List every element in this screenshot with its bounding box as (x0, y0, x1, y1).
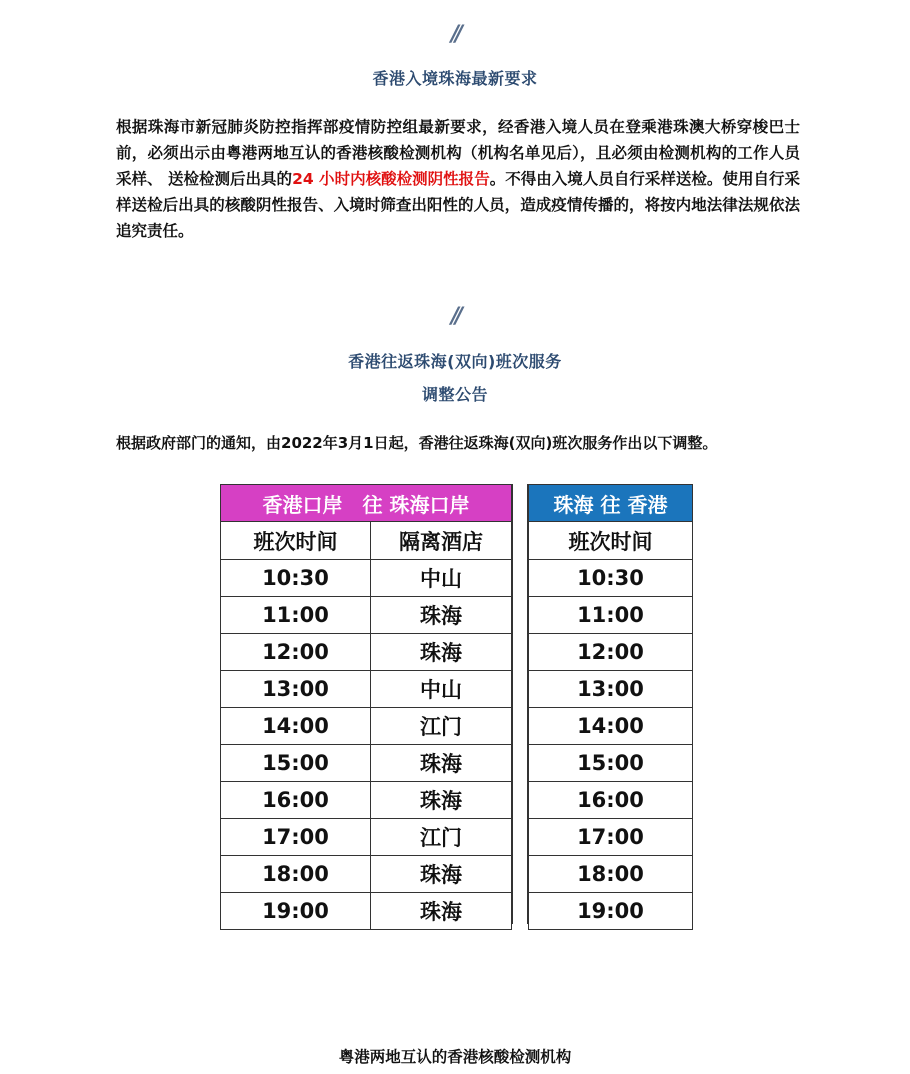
table-row (529, 819, 693, 856)
departure-time: 16:00 (529, 782, 693, 819)
table-row (221, 597, 512, 634)
table-row (221, 708, 512, 745)
paragraph-text-part2: 。不得由入境人员自行采样送检。使用自行采样送检后出具的核酸阴性报告、入境时筛查出阳性的人员，造成疫情传播的，将按内地法律法规依法追究责任。 (116, 170, 800, 240)
quarantine-hotel: 中山 (371, 560, 512, 597)
table-row (529, 597, 693, 634)
column-header-departure-time: 班次时间 (221, 522, 371, 560)
departure-time: 14:00 (529, 708, 693, 745)
table-row (221, 745, 512, 782)
table-row (221, 782, 512, 819)
table-row (221, 856, 512, 893)
departure-time: 12:00 (529, 634, 693, 671)
departure-time: 12:00 (221, 634, 371, 671)
section-title-line2: 调整公告 (421, 385, 488, 404)
highlight-24h-negative-report: 24 小时内核酸检测阴性报告 (292, 170, 490, 188)
quarantine-hotel: 珠海 (371, 597, 512, 634)
table-row (529, 708, 693, 745)
quarantine-hotel: 珠海 (371, 782, 512, 819)
quarantine-hotel: 珠海 (371, 893, 512, 930)
paragraph-text-part1: 根据珠海市新冠肺炎防控指挥部疫情防控组最新要求，经香港入境人员在登乘港珠澳大桥穿梭巴士前，必须出示由粤港两地互认的香港核酸检测机构（机构名单见后），且必须由检测机构的工作人员采样、 送检检测后出具的 (116, 118, 800, 188)
table-row (221, 671, 512, 708)
table-row (529, 856, 693, 893)
departure-time: 19:00 (221, 893, 371, 930)
departure-time: 15:00 (221, 745, 371, 782)
departure-time: 19:00 (529, 893, 693, 930)
table-row (529, 560, 693, 597)
section-title-line1: 香港往返珠海(双向)班次服务 (348, 352, 562, 371)
table-row (529, 745, 693, 782)
departure-time: 10:30 (529, 560, 693, 597)
quarantine-hotel: 江门 (371, 819, 512, 856)
quarantine-hotel: 珠海 (371, 634, 512, 671)
schedule-table-hk-to-zhuhai (220, 484, 512, 930)
section-divider-mark: // (450, 304, 460, 329)
testing-institutions-title: 粤港两地互认的香港核酸检测机构 (338, 1048, 572, 1066)
table-row (221, 893, 512, 930)
schedule-intro-text: 根据政府部门的通知，由2022年3月1日起，香港往返珠海(双向)班次服务作出以下调整。 (116, 434, 718, 452)
departure-time: 11:00 (221, 597, 371, 634)
departure-time: 17:00 (529, 819, 693, 856)
table-row (529, 634, 693, 671)
departure-time: 18:00 (221, 856, 371, 893)
table-separator (512, 484, 528, 924)
table-row (529, 782, 693, 819)
table-band-hk-to-zhuhai: 香港口岸 往 珠海口岸 (221, 485, 512, 522)
departure-time: 10:30 (221, 560, 371, 597)
section-title-entry-requirements: 香港入境珠海最新要求 (372, 69, 538, 88)
table-band-zhuhai-to-hk: 珠海 往 香港 (529, 485, 693, 522)
section-divider-mark: // (450, 22, 460, 47)
departure-time: 15:00 (529, 745, 693, 782)
quarantine-hotel: 珠海 (371, 745, 512, 782)
departure-time: 18:00 (529, 856, 693, 893)
quarantine-hotel: 中山 (371, 671, 512, 708)
column-header-quarantine-hotel: 隔离酒店 (371, 522, 512, 560)
table-row (529, 893, 693, 930)
quarantine-hotel: 珠海 (371, 856, 512, 893)
departure-time: 13:00 (221, 671, 371, 708)
departure-time: 14:00 (221, 708, 371, 745)
departure-time: 17:00 (221, 819, 371, 856)
schedule-table-zhuhai-to-hk (528, 484, 693, 930)
departure-time: 11:00 (529, 597, 693, 634)
table-row (529, 671, 693, 708)
table-row (221, 634, 512, 671)
entry-requirements-paragraph (116, 114, 800, 244)
table-row (221, 560, 512, 597)
column-header-departure-time: 班次时间 (529, 522, 693, 560)
departure-time: 13:00 (529, 671, 693, 708)
departure-time: 16:00 (221, 782, 371, 819)
quarantine-hotel: 江门 (371, 708, 512, 745)
table-row (221, 819, 512, 856)
